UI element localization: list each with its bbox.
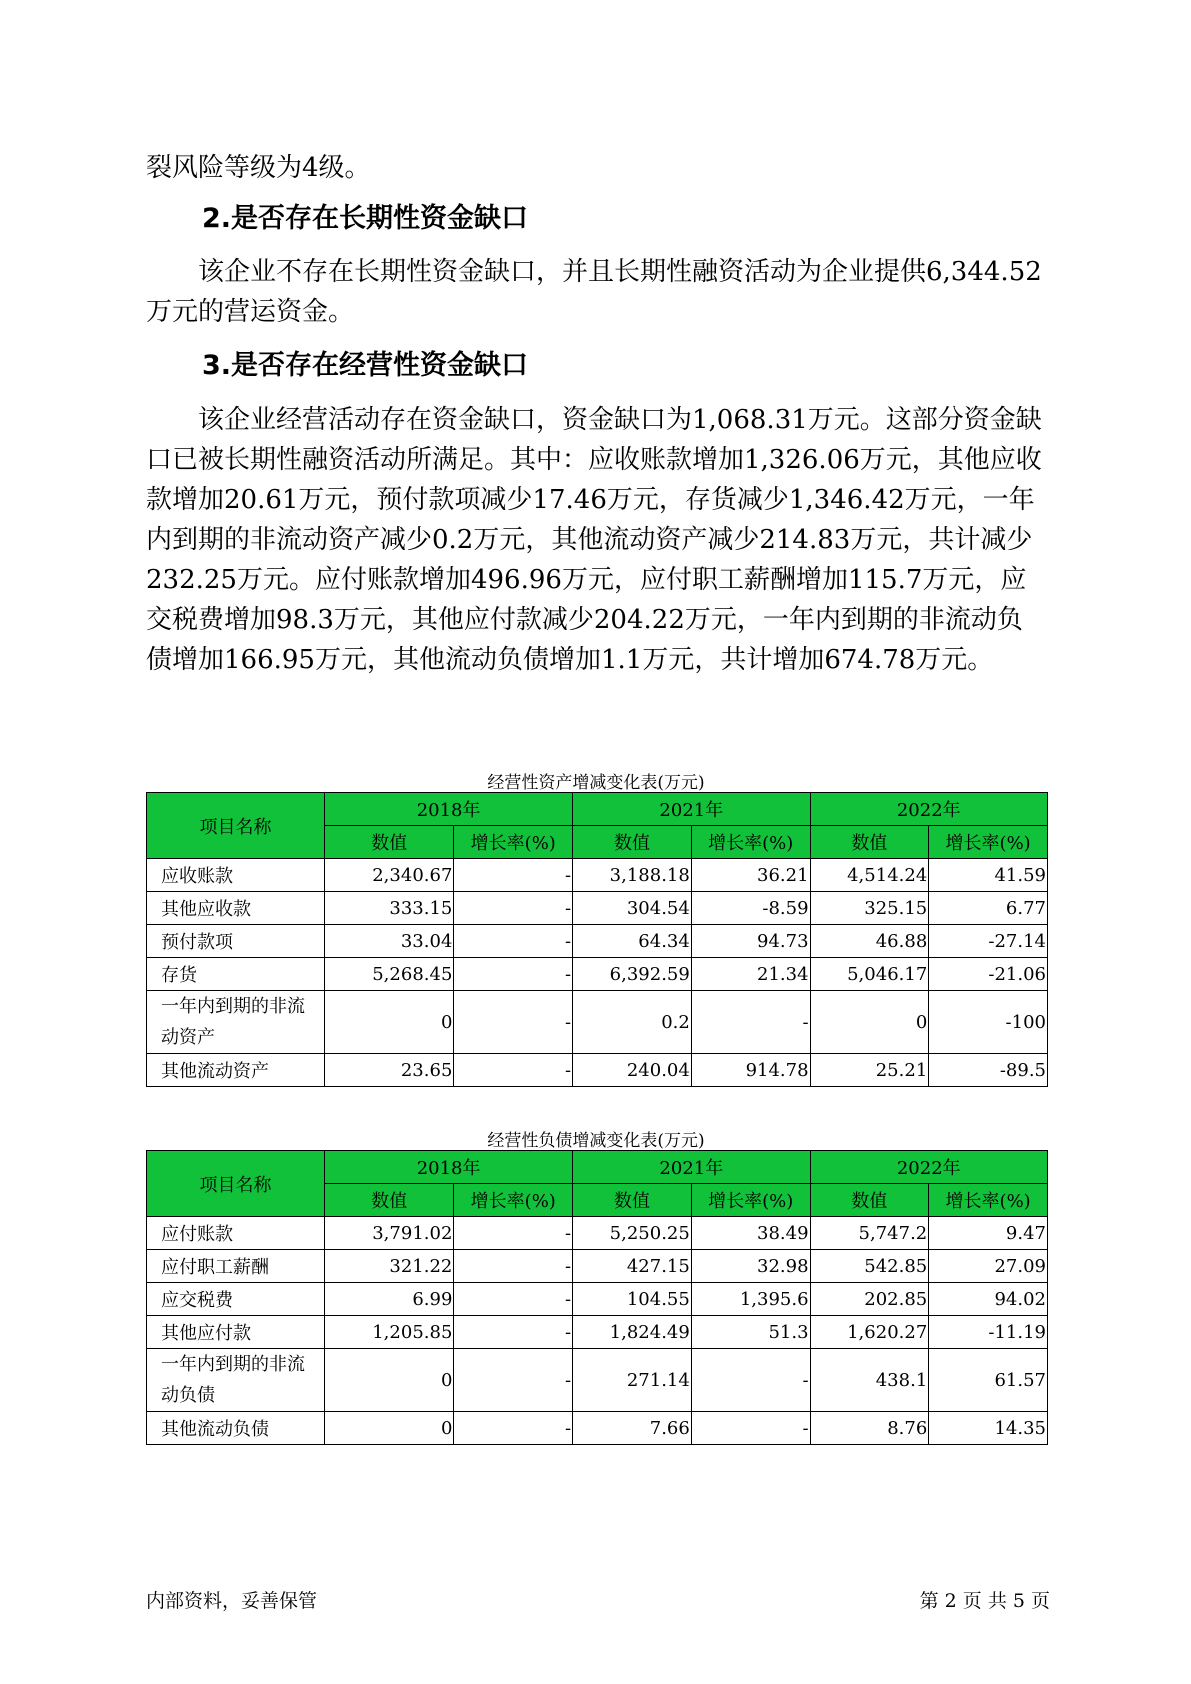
row-cell-value: -100	[929, 991, 1048, 1054]
row-cell-value: -	[691, 1412, 810, 1445]
header-year: 2018年	[325, 1151, 573, 1184]
section-heading-2: 2.是否存在长期性资金缺口	[202, 203, 529, 234]
header-year: 2022年	[810, 1151, 1047, 1184]
header-year: 2018年	[325, 793, 573, 826]
row-item-name: 一年内到期的非流动负债	[147, 1349, 325, 1412]
assets-table-caption: 经营性资产增减变化表(万元)	[487, 773, 705, 793]
row-cell-value: 51.3	[691, 1316, 810, 1349]
row-item-name: 一年内到期的非流动资产	[147, 991, 325, 1054]
row-cell-value: 5,046.17	[810, 958, 929, 991]
row-cell-value: 1,205.85	[325, 1316, 454, 1349]
header-year: 2021年	[573, 793, 810, 826]
row-cell-value: 0	[810, 991, 929, 1054]
table-row	[147, 1054, 1048, 1087]
row-cell-value: -	[454, 1054, 573, 1087]
row-cell-value: 8.76	[810, 1412, 929, 1445]
row-cell-value: 325.15	[810, 892, 929, 925]
row-cell-value: 61.57	[929, 1349, 1048, 1412]
row-cell-value: -89.5	[929, 1054, 1048, 1087]
row-item-name: 存货	[147, 958, 325, 991]
table-row	[147, 1316, 1048, 1349]
row-cell-value: -	[454, 1316, 573, 1349]
row-cell-value: 94.73	[691, 925, 810, 958]
row-cell-value: -	[454, 1250, 573, 1283]
row-item-name: 其他流动资产	[147, 1054, 325, 1087]
row-cell-value: 38.49	[691, 1217, 810, 1250]
assets-change-table	[146, 792, 1048, 1087]
footer-confidential-note: 内部资料，妥善保管	[146, 1590, 318, 1612]
row-cell-value: 0	[325, 1412, 454, 1445]
row-cell-value: 32.98	[691, 1250, 810, 1283]
header-year: 2022年	[810, 793, 1047, 826]
row-cell-value: 27.09	[929, 1250, 1048, 1283]
row-cell-value: 41.59	[929, 859, 1048, 892]
table-row	[147, 1412, 1048, 1445]
row-cell-value: 1,824.49	[573, 1316, 692, 1349]
table-row	[147, 1250, 1048, 1283]
row-cell-value: -11.19	[929, 1316, 1048, 1349]
row-item-name: 应收账款	[147, 859, 325, 892]
table-row	[147, 1349, 1048, 1412]
table-row	[147, 1217, 1048, 1250]
row-cell-value: 36.21	[691, 859, 810, 892]
row-cell-value: 64.34	[573, 925, 692, 958]
header-row-years	[147, 793, 1048, 826]
row-cell-value: -	[454, 925, 573, 958]
row-cell-value: 3,791.02	[325, 1217, 454, 1250]
header-growth: 增长率(%)	[454, 826, 573, 859]
row-cell-value: 6.99	[325, 1283, 454, 1316]
row-cell-value: -27.14	[929, 925, 1048, 958]
table-row	[147, 1283, 1048, 1316]
header-growth: 增长率(%)	[691, 826, 810, 859]
row-cell-value: 202.85	[810, 1283, 929, 1316]
liabilities-table-caption: 经营性负债增减变化表(万元)	[487, 1131, 705, 1151]
row-cell-value: 5,268.45	[325, 958, 454, 991]
row-cell-value: 542.85	[810, 1250, 929, 1283]
header-value: 数值	[325, 826, 454, 859]
row-cell-value: 914.78	[691, 1054, 810, 1087]
paragraph-operating-gap: 该企业经营活动存在资金缺口，资金缺口为1,068.31万元。这部分资金缺口已被长期性融资活动所满足。其中：应收账款增加1,326.06万元，其他应收款增加20.61万元，预付款项减少17.46万元，存货减少1,346.42万元，一年内到期的非流动资产减少0.2万元，其他流动资产减少214.83万元，共计减少232.25万元。应付账款增加496.96万元，应付职工薪酬增加115.7万元，应交税费增加98.3万元，其他应付款减少204.22万元，一年内到期的非流动负债增加166.95万元，其他流动负债增加1.1万元，共计增加674.78万元。	[146, 405, 1042, 675]
row-cell-value: -	[454, 958, 573, 991]
header-growth: 增长率(%)	[691, 1184, 810, 1217]
row-cell-value: 1,620.27	[810, 1316, 929, 1349]
row-cell-value: 2,340.67	[325, 859, 454, 892]
row-cell-value: 333.15	[325, 892, 454, 925]
row-cell-value: 14.35	[929, 1412, 1048, 1445]
row-cell-value: 25.21	[810, 1054, 929, 1087]
row-cell-value: 304.54	[573, 892, 692, 925]
row-cell-value: 23.65	[325, 1054, 454, 1087]
header-year: 2021年	[573, 1151, 810, 1184]
table-row	[147, 892, 1048, 925]
row-cell-value: 438.1	[810, 1349, 929, 1412]
table-row	[147, 958, 1048, 991]
row-cell-value: -	[454, 1349, 573, 1412]
row-item-name: 其他应收款	[147, 892, 325, 925]
row-cell-value: 0	[325, 991, 454, 1054]
row-item-name: 应付账款	[147, 1217, 325, 1250]
row-cell-value: 3,188.18	[573, 859, 692, 892]
row-cell-value: 21.34	[691, 958, 810, 991]
header-value: 数值	[573, 1184, 692, 1217]
row-cell-value: 5,747.2	[810, 1217, 929, 1250]
header-value: 数值	[810, 1184, 929, 1217]
row-cell-value: 46.88	[810, 925, 929, 958]
row-cell-value: -	[454, 991, 573, 1054]
row-cell-value: -8.59	[691, 892, 810, 925]
row-cell-value: 271.14	[573, 1349, 692, 1412]
row-cell-value: 1,395.6	[691, 1283, 810, 1316]
row-cell-value: -	[454, 1283, 573, 1316]
header-value: 数值	[573, 826, 692, 859]
row-cell-value: -	[454, 1412, 573, 1445]
table-row	[147, 925, 1048, 958]
table-row	[147, 859, 1048, 892]
row-cell-value: 4,514.24	[810, 859, 929, 892]
row-cell-value: -21.06	[929, 958, 1048, 991]
row-cell-value: 94.02	[929, 1283, 1048, 1316]
row-item-name: 应付职工薪酬	[147, 1250, 325, 1283]
row-item-name: 其他应付款	[147, 1316, 325, 1349]
row-cell-value: 6.77	[929, 892, 1048, 925]
row-cell-value: 33.04	[325, 925, 454, 958]
row-cell-value: -	[454, 859, 573, 892]
paragraph-continued: 裂风险等级为4级。	[146, 153, 371, 183]
row-cell-value: 240.04	[573, 1054, 692, 1087]
header-value: 数值	[810, 826, 929, 859]
header-item-name: 项目名称	[147, 793, 325, 859]
header-growth: 增长率(%)	[454, 1184, 573, 1217]
row-cell-value: 0.2	[573, 991, 692, 1054]
row-cell-value: -	[454, 1217, 573, 1250]
row-cell-value: 321.22	[325, 1250, 454, 1283]
row-cell-value: 6,392.59	[573, 958, 692, 991]
row-cell-value: 7.66	[573, 1412, 692, 1445]
header-growth: 增长率(%)	[929, 1184, 1048, 1217]
footer-page-number: 第 2 页 共 5 页	[919, 1590, 1050, 1612]
row-item-name: 其他流动负债	[147, 1412, 325, 1445]
row-cell-value: -	[691, 1349, 810, 1412]
row-cell-value: 104.55	[573, 1283, 692, 1316]
row-cell-value: 9.47	[929, 1217, 1048, 1250]
row-cell-value: 0	[325, 1349, 454, 1412]
header-growth: 增长率(%)	[929, 826, 1048, 859]
row-item-name: 应交税费	[147, 1283, 325, 1316]
header-item-name: 项目名称	[147, 1151, 325, 1217]
row-cell-value: -	[454, 892, 573, 925]
paragraph-long-term-gap: 该企业不存在长期性资金缺口，并且长期性融资活动为企业提供6,344.52万元的营运资金。	[146, 257, 1042, 327]
row-cell-value: 427.15	[573, 1250, 692, 1283]
table-row	[147, 991, 1048, 1054]
row-cell-value: 5,250.25	[573, 1217, 692, 1250]
section-heading-3: 3.是否存在经营性资金缺口	[202, 350, 529, 381]
liabilities-change-table	[146, 1150, 1048, 1445]
header-row-years	[147, 1151, 1048, 1184]
row-cell-value: -	[691, 991, 810, 1054]
row-item-name: 预付款项	[147, 925, 325, 958]
header-value: 数值	[325, 1184, 454, 1217]
